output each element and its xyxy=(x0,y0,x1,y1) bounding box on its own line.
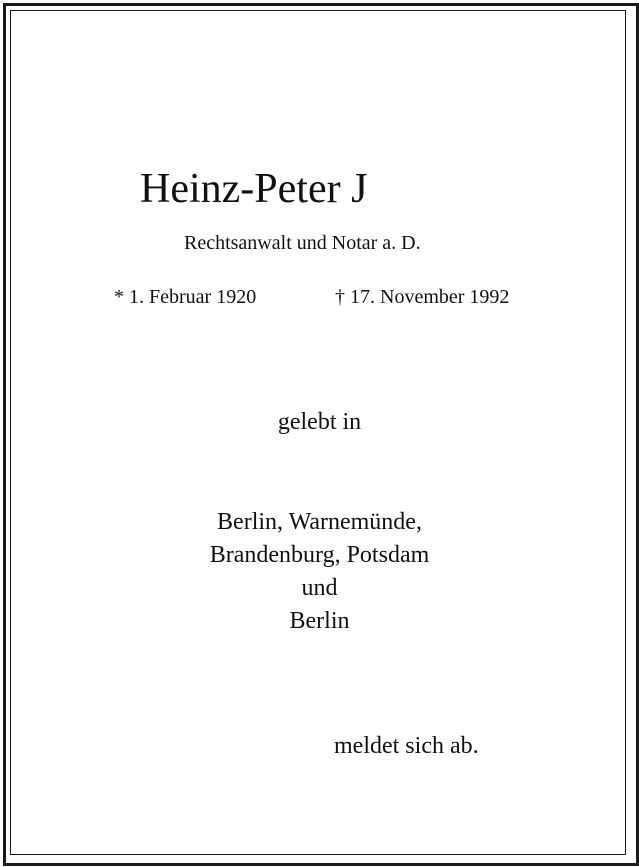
profession-line: Rechtsanwalt und Notar a. D. xyxy=(184,232,421,254)
birth-date: * 1. Februar 1920 xyxy=(114,286,257,308)
places-list xyxy=(0,506,639,638)
deceased-name: Heinz-Peter J xyxy=(140,166,368,212)
place-line: Berlin xyxy=(289,608,350,634)
place-line: und xyxy=(301,575,338,601)
place-line: Berlin, Warnemünde, xyxy=(217,509,422,535)
closing-line: meldet sich ab. xyxy=(334,733,479,759)
death-date: † 17. November 1992 xyxy=(335,286,510,308)
lived-in-label: gelebt in xyxy=(277,409,362,435)
place-line: Brandenburg, Potsdam xyxy=(209,542,430,568)
